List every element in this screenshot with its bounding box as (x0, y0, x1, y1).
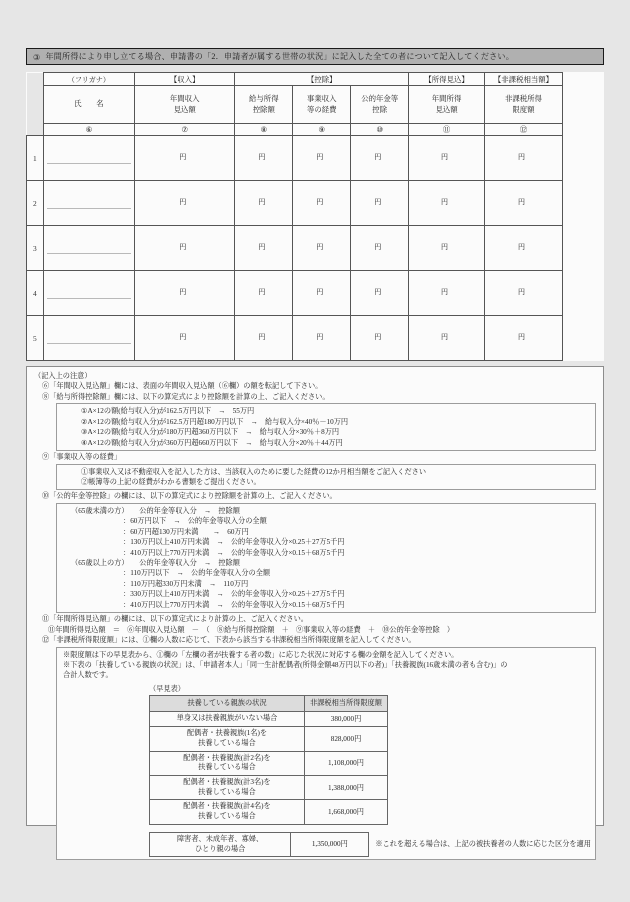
section-number: ③ (33, 52, 41, 62)
note-12-line-2: ※下表の「扶養している親族の状況」は、「申請者本人」「同一生計配偶者(所得金額48万円以下の者)」「扶養親族(16歳未満の者も含む)」の (63, 660, 508, 669)
yen-unit: 円 (316, 198, 324, 206)
table-row (27, 181, 563, 226)
note-10-under65-item: ：410万円以上770万円未満 → 公的年金等収入分×0.15＋68万5千円 (123, 548, 345, 557)
hayami-table (149, 695, 388, 825)
hayami-amount: 1,388,000円 (305, 776, 388, 800)
section-banner (26, 48, 604, 65)
header-business-expense-l2: 等の経費 (306, 104, 337, 114)
header-tax-limit-l1: 非課税所得 (504, 93, 542, 103)
yen-unit: 円 (258, 198, 266, 206)
business-expense-input-cell[interactable] (293, 181, 351, 226)
annual-income-input-cell[interactable] (135, 271, 235, 316)
corner-spacer (27, 73, 44, 136)
header-business-expense (293, 86, 351, 124)
furigana-label: （フリガナ） (67, 75, 110, 84)
header-num-salary-deduction: ⑧ (235, 124, 293, 136)
yen-unit: 円 (374, 288, 382, 296)
header-estimate-group: 【所得見込】 (409, 73, 485, 86)
hayami-condition (150, 711, 305, 726)
special-condition-l1: 障害者、未成年者、寡婦、 (176, 834, 264, 843)
header-annual-income-l2: 見込額 (173, 104, 196, 114)
header-business-expense-l1: 事業収入 (306, 93, 337, 103)
header-num-business-expense: ⑨ (293, 124, 351, 136)
table-header-row (27, 86, 563, 124)
special-row-wrap (149, 832, 591, 857)
header-salary-deduction-l1: 給与所得 (249, 93, 279, 103)
yen-unit: 円 (316, 153, 324, 161)
header-name-label: 氏 名 (74, 99, 104, 109)
yen-unit: 円 (441, 198, 449, 206)
name-input-cell[interactable] (43, 271, 134, 316)
row-index: 2 (27, 181, 44, 226)
hayami-condition-l2: 扶養している場合 (198, 763, 256, 772)
yen-unit: 円 (179, 333, 187, 341)
instructions-panel (26, 366, 604, 853)
note-11-formula: ⑪年間所得見込額 ＝ ⑥年間収入見込額 － （ ⑧給与所得控除額 ＋ ⑨事業収入等の経費 ＋ ⑩公的年金等控除 ） (48, 625, 455, 634)
note-9: ⑨「事業収入等の経費」 (42, 453, 122, 462)
pension-deduction-input-cell[interactable] (351, 226, 409, 271)
tax-limit-input-cell[interactable] (484, 181, 562, 226)
hayami-condition-l1: 配偶者・扶養親族(計2名)を (183, 753, 271, 762)
note-11: ⑪「年間所得見込額」の欄には、以下の算定式により計算の上、ご記入ください。 (42, 615, 308, 624)
instructions-heading: （記入上の注意） (34, 372, 92, 380)
table-header-number-row (27, 124, 563, 136)
note-9-item: ②帳簿等の上記の経費がわかる書類をご提出ください。 (81, 477, 261, 486)
table-row (150, 751, 388, 775)
income-estimate-input-cell[interactable] (409, 136, 485, 181)
tax-limit-input-cell[interactable] (484, 136, 562, 181)
hayami-header-condition: 扶養している親族の状況 (150, 696, 305, 711)
note-10-box (56, 503, 596, 613)
header-name (43, 86, 134, 124)
note-10-under65-item: ：60万円超130万円未満 → 60万円 (123, 527, 249, 536)
furigana-line[interactable] (47, 287, 131, 299)
furigana-line[interactable] (47, 242, 131, 254)
special-condition (150, 832, 291, 856)
yen-unit: 円 (374, 333, 382, 341)
hayami-gap (63, 825, 591, 832)
annual-income-input-cell[interactable] (135, 136, 235, 181)
note-12-line-3: 合計人数です。 (63, 671, 113, 680)
note-8: ⑧「給与所得控除額」欄には、以下の算定式により控除額を計算の上、ご記入ください。 (42, 392, 330, 401)
note-6: ⑥「年間収入見込額」欄には、表面の年間収入見込額（⑥欄）の額を転記して下さい。 (42, 382, 323, 391)
table-row (27, 316, 563, 361)
hayami-amount: 380,000円 (305, 711, 388, 726)
yen-unit: 円 (179, 198, 187, 206)
header-income-estimate-l1: 年間所得 (431, 93, 462, 103)
table-row (150, 832, 369, 856)
yen-unit: 円 (441, 333, 449, 341)
hayami-condition-l1: 配偶者・扶養親族(計3名)を (183, 778, 271, 786)
yen-unit: 円 (441, 288, 449, 296)
annual-income-input-cell[interactable] (135, 226, 235, 271)
note-8-item: ②A×12の額(給与収入分)が162.5万円超180万円以下 → 給与収入分×40％－10万円 (81, 417, 349, 426)
income-table-wrap (26, 72, 604, 361)
note-8-formula-box (56, 403, 596, 451)
header-num-pension-deduction: ⑩ (351, 124, 409, 136)
salary-deduction-input-cell[interactable] (235, 226, 293, 271)
row-index: 4 (27, 271, 44, 316)
yen-unit: 円 (258, 243, 266, 251)
yen-unit: 円 (517, 243, 525, 251)
yen-unit: 円 (316, 333, 324, 341)
header-deduction-group: 【控除】 (235, 73, 409, 86)
table-row (150, 800, 388, 824)
row-index: 3 (27, 226, 44, 271)
yen-unit: 円 (316, 288, 324, 296)
tax-limit-input-cell[interactable] (484, 271, 562, 316)
header-tax-limit-l2: 限度額 (512, 104, 535, 114)
hayami-condition-l2: 扶養している場合 (198, 738, 256, 747)
yen-unit: 円 (517, 333, 525, 341)
income-estimate-input-cell[interactable] (409, 316, 485, 361)
business-expense-input-cell[interactable] (293, 271, 351, 316)
yen-unit: 円 (441, 153, 449, 161)
pension-deduction-input-cell[interactable] (351, 136, 409, 181)
yen-unit: 円 (316, 243, 324, 251)
pension-deduction-input-cell[interactable] (351, 271, 409, 316)
table-group-header-row (27, 73, 563, 86)
furigana-line[interactable] (47, 197, 131, 209)
name-input-cell[interactable] (43, 316, 134, 361)
header-salary-deduction-l2: 控除額 (252, 104, 275, 114)
salary-deduction-input-cell[interactable] (235, 181, 293, 226)
hayami-condition (150, 751, 305, 775)
header-pension-deduction (351, 86, 409, 124)
yen-unit: 円 (374, 243, 382, 251)
section-banner-text: 年間所得により申し立てる場合、申請書の「2．申請者が属する世帯の状況」に記入した全ての者について記入してください。 (45, 52, 515, 61)
header-annual-income (135, 86, 235, 124)
income-estimate-input-cell[interactable] (409, 271, 485, 316)
table-row (150, 727, 388, 751)
name-input-cell[interactable] (43, 226, 134, 271)
hayami-amount: 828,000円 (305, 727, 388, 751)
note-10-over65-item: ：110万円超330万円未満 → 110万円 (123, 579, 249, 588)
header-annual-income-l1: 年間収入 (169, 93, 200, 103)
furigana-line[interactable] (47, 332, 131, 344)
hayami-amount: 1,108,000円 (305, 751, 388, 775)
hayami-condition (150, 727, 305, 751)
yen-unit: 円 (374, 153, 382, 161)
header-num-income: ⑦ (135, 124, 235, 136)
header-num-tax-limit: ⑫ (484, 124, 562, 136)
row-index: 5 (27, 316, 44, 361)
note-10-under65-item: ：130万円以上410万円未満 → 公的年金等収入分×0.25＋27万5千円 (123, 538, 345, 547)
note-8-item: ③A×12の額(給与収入分)が180万円超360万円以下 → 給与収入分×30％＋8万円 (81, 428, 340, 437)
yen-unit: 円 (517, 288, 525, 296)
hayami-condition-l1: 配偶者・扶養親族(1名)を (186, 729, 268, 738)
table-row (27, 226, 563, 271)
header-pension-deduction-l1: 公的年金等 (361, 93, 399, 103)
yen-unit: 円 (517, 198, 525, 206)
yen-unit: 円 (258, 333, 266, 341)
note-12-line-1: ※限度額は下の早見表から、①欄の「左欄の者が扶養する者の数」に応じた状況に対応する欄の金額を記入してください。 (63, 650, 459, 659)
header-salary-deduction (235, 86, 293, 124)
header-income-estimate (409, 86, 485, 124)
note-10-over65-item: ：110万円以下 → 公的年金等収入分の全額 (123, 569, 271, 578)
header-num-name: ⑥ (43, 124, 134, 136)
note-8-item: ①A×12の額(給与収入分)が162.5万円以下 → 55万円 (81, 407, 255, 416)
hayami-condition-l2: 扶養している場合 (198, 812, 256, 821)
pension-deduction-input-cell[interactable] (351, 181, 409, 226)
hayami-label: （早見表） (149, 684, 185, 693)
note-10-under65-title: （65歳未満の方） 公的年金等収入分 → 控除額 (71, 506, 240, 515)
income-estimate-input-cell[interactable] (409, 181, 485, 226)
special-condition-l2: ひとり親の場合 (194, 844, 246, 853)
business-expense-input-cell[interactable] (293, 226, 351, 271)
header-tax-limit (484, 86, 562, 124)
yen-unit: 円 (441, 243, 449, 251)
hayami-condition-l2: 扶養している場合 (198, 787, 256, 796)
header-furigana (43, 73, 134, 86)
yen-unit: 円 (179, 243, 187, 251)
header-income-group: 【収入】 (135, 73, 235, 86)
hayami-header-amount: 非課税相当所得限度額 (305, 696, 388, 711)
note-8-item: ④A×12の額(給与収入分)が360万円超660万円以下 → 給与収入分×20％＋44万円 (81, 438, 343, 447)
name-input-cell[interactable] (43, 136, 134, 181)
note-10-over65-title: （65歳以上の方） 公的年金等収入分 → 控除額 (71, 559, 240, 567)
yen-unit: 円 (258, 153, 266, 161)
annual-income-input-cell[interactable] (135, 316, 235, 361)
header-num-income-estimate: ⑪ (409, 124, 485, 136)
hayami-condition-l1: 単身又は扶養親族がいない場合 (176, 714, 278, 723)
header-income-estimate-l2: 見込額 (435, 104, 458, 114)
note-9-box (56, 464, 596, 491)
note-10-over65-item: ：330万円以上410万円未満 → 公的年金等収入分×0.25＋27万5千円 (123, 590, 345, 599)
note-9-item: ①事業収入又は不動産収入を記入した方は、当該収入のために要した経費の12か月相当額をご記入ください (81, 467, 427, 476)
hayami-condition (150, 800, 305, 824)
special-amount: 1,350,000円 (291, 832, 369, 856)
yen-unit: 円 (179, 288, 187, 296)
annual-income-input-cell[interactable] (135, 181, 235, 226)
salary-deduction-input-cell[interactable] (235, 316, 293, 361)
business-expense-input-cell[interactable] (293, 136, 351, 181)
tax-limit-input-cell[interactable] (484, 316, 562, 361)
note-10-under65-item: ：60万円以下 → 公的年金等収入分の全額 (123, 517, 267, 526)
hayami-condition (150, 776, 305, 800)
business-expense-input-cell[interactable] (293, 316, 351, 361)
furigana-line[interactable] (47, 152, 131, 164)
header-limit-group: 【非課税相当額】 (484, 73, 562, 86)
table-row (27, 136, 563, 181)
salary-deduction-input-cell[interactable] (235, 136, 293, 181)
header-pension-deduction-l2: 控除 (372, 104, 388, 114)
pension-deduction-input-cell[interactable] (351, 316, 409, 361)
row-index: 1 (27, 136, 44, 181)
hayami-condition-l1: 配偶者・扶養親族(計4名)を (183, 802, 271, 811)
note-10: ⑩「公的年金等控除」の欄には、以下の算定式により控除額を計算の上、ご記入ください。 (42, 492, 337, 501)
special-note: ※これを超える場合は、上記の被扶養者の人数に応じた区分を適用 (375, 840, 591, 849)
table-row (27, 271, 563, 316)
income-estimate-input-cell[interactable] (409, 226, 485, 271)
tax-limit-input-cell[interactable] (484, 226, 562, 271)
note-12: ⑫「非課税所得限度額」には、①欄の人数に応じて、下表から該当する非課税相当所得限度額を記入してください。 (42, 636, 416, 645)
yen-unit: 円 (517, 153, 525, 161)
note-12-box (56, 647, 596, 861)
table-row (150, 711, 388, 726)
hayami-header-row (150, 696, 388, 711)
special-table (149, 832, 369, 857)
name-input-cell[interactable] (43, 181, 134, 226)
salary-deduction-input-cell[interactable] (235, 271, 293, 316)
yen-unit: 円 (374, 198, 382, 206)
income-table (26, 72, 563, 361)
yen-unit: 円 (179, 153, 187, 161)
note-10-over65-item: ：410万円以上770万円未満 → 公的年金等収入分×0.15＋68万5千円 (123, 600, 345, 609)
hayami-amount: 1,668,000円 (305, 800, 388, 824)
table-row (150, 776, 388, 800)
yen-unit: 円 (258, 288, 266, 296)
